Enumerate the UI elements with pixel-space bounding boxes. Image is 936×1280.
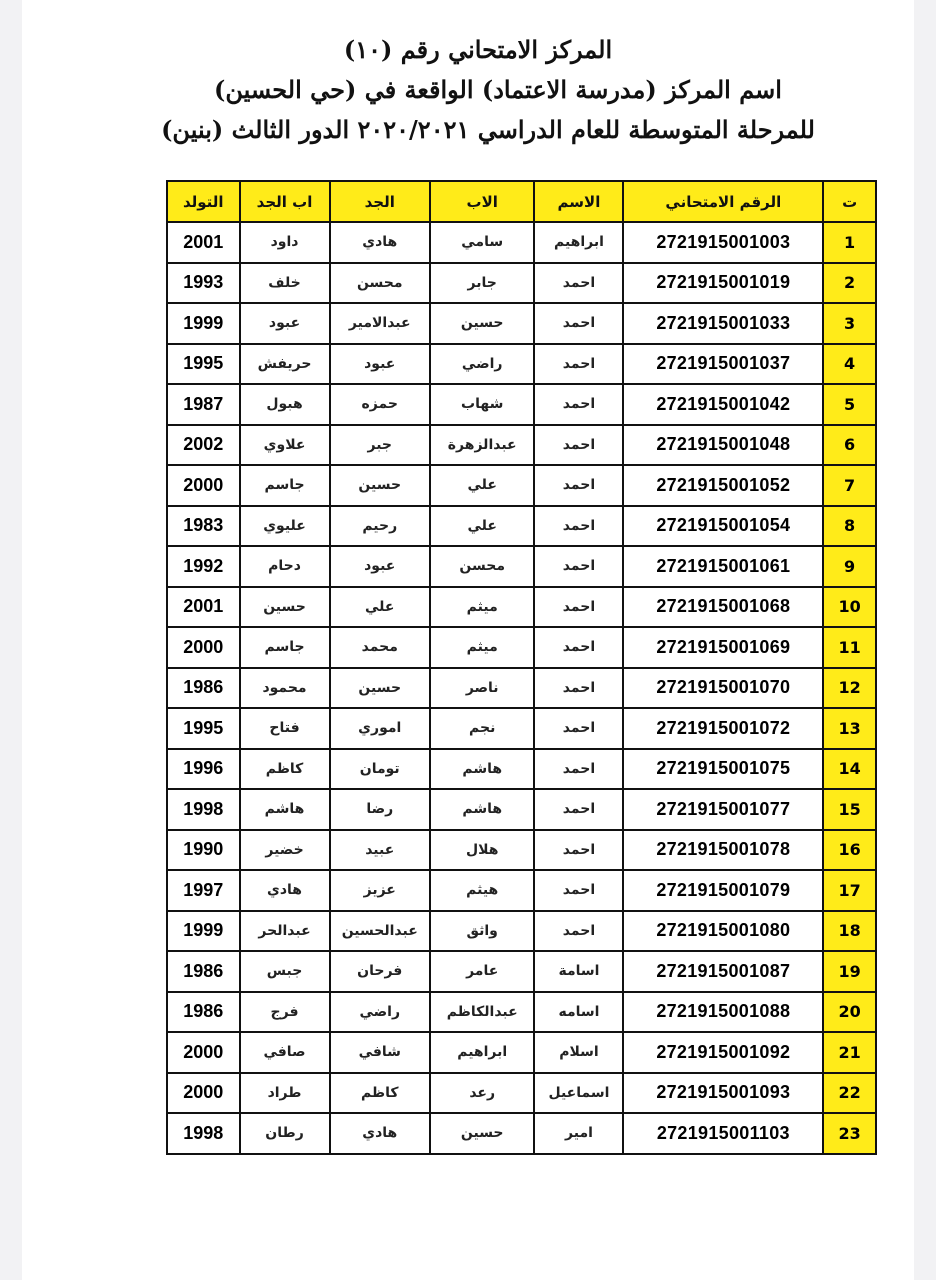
name-cell: احمد [534,506,623,547]
table-row [167,708,876,749]
table-row [167,425,876,466]
serial-cell: 7 [823,465,876,506]
name-cell: احمد [534,668,623,709]
exam-number-cell: 2721915001080 [623,911,823,952]
exam-number-cell: 2721915001077 [623,789,823,830]
name-cell: احمد [534,344,623,385]
birth-year-cell: 2001 [167,587,240,628]
serial-cell: 19 [823,951,876,992]
table-row [167,506,876,547]
birth-year-cell: 1995 [167,344,240,385]
great-grandfather-cell: رطان [240,1113,330,1154]
father-cell: هاشم [430,789,535,830]
name-cell: اسماعيل [534,1073,623,1114]
table-row [167,465,876,506]
exam-number-cell: 2721915001088 [623,992,823,1033]
name-cell: احمد [534,708,623,749]
table-row [167,546,876,587]
serial-cell: 18 [823,911,876,952]
column-header-name: الاسم [534,181,623,222]
great-grandfather-cell: كاظم [240,749,330,790]
father-cell: واثق [430,911,535,952]
birth-year-cell: 2000 [167,465,240,506]
great-grandfather-cell: طراد [240,1073,330,1114]
great-grandfather-cell: حسين [240,587,330,628]
birth-year-cell: 1995 [167,708,240,749]
birth-year-cell: 2001 [167,222,240,263]
grandfather-cell: عزيز [330,870,430,911]
exam-number-cell: 2721915001087 [623,951,823,992]
grandfather-cell: تومان [330,749,430,790]
exam-number-cell: 2721915001003 [623,222,823,263]
table-row [167,344,876,385]
name-cell: اسلام [534,1032,623,1073]
table-row [167,668,876,709]
exam-number-cell: 2721915001048 [623,425,823,466]
great-grandfather-cell: محمود [240,668,330,709]
table-row [167,222,876,263]
name-cell: احمد [534,749,623,790]
exam-number-cell: 2721915001078 [623,830,823,871]
grandfather-cell: عبدالحسين [330,911,430,952]
serial-cell: 13 [823,708,876,749]
table-row [167,992,876,1033]
table-row [167,303,876,344]
name-cell: احمد [534,546,623,587]
name-cell: احمد [534,263,623,304]
exam-number-cell: 2721915001033 [623,303,823,344]
great-grandfather-cell: جاسم [240,627,330,668]
name-cell: احمد [534,911,623,952]
name-cell: احمد [534,465,623,506]
great-grandfather-cell: صافي [240,1032,330,1073]
table-row [167,830,876,871]
great-grandfather-cell: هادي [240,870,330,911]
grandfather-cell: هادي [330,222,430,263]
name-cell: ابراهيم [534,222,623,263]
birth-year-cell: 1990 [167,830,240,871]
document-page [22,0,914,1280]
table-row [167,384,876,425]
serial-cell: 8 [823,506,876,547]
exam-number-cell: 2721915001075 [623,749,823,790]
father-cell: رعد [430,1073,535,1114]
great-grandfather-cell: عليوي [240,506,330,547]
table-row [167,749,876,790]
table-row [167,911,876,952]
birth-year-cell: 2002 [167,425,240,466]
great-grandfather-cell: هبول [240,384,330,425]
serial-cell: 17 [823,870,876,911]
serial-cell: 9 [823,546,876,587]
table-row [167,627,876,668]
table-row [167,1113,876,1154]
great-grandfather-cell: دحام [240,546,330,587]
serial-cell: 21 [823,1032,876,1073]
great-grandfather-cell: فرج [240,992,330,1033]
grandfather-cell: علي [330,587,430,628]
birth-year-cell: 1983 [167,506,240,547]
table-row [167,1032,876,1073]
serial-cell: 5 [823,384,876,425]
table-row [167,951,876,992]
exam-number-cell: 2721915001069 [623,627,823,668]
birth-year-cell: 2000 [167,627,240,668]
serial-cell: 20 [823,992,876,1033]
grandfather-cell: محسن [330,263,430,304]
name-cell: احمد [534,870,623,911]
grandfather-cell: حسين [330,465,430,506]
birth-year-cell: 1999 [167,303,240,344]
grandfather-cell: عبود [330,546,430,587]
center-number-title: المركز الامتحاني رقم (١٠) [343,35,613,64]
father-cell: شهاب [430,384,535,425]
serial-cell: 15 [823,789,876,830]
father-cell: ابراهيم [430,1032,535,1073]
center-name-title: اسم المركز (مدرسة الاعتماد) الواقعة في (حي الحسين) [214,75,782,104]
grandfather-cell: كاظم [330,1073,430,1114]
column-header-father: الاب [430,181,535,222]
table-header-row [167,181,876,222]
exam-number-cell: 2721915001092 [623,1032,823,1073]
birth-year-cell: 1998 [167,1113,240,1154]
exam-number-cell: 2721915001079 [623,870,823,911]
father-cell: راضي [430,344,535,385]
great-grandfather-cell: هاشم [240,789,330,830]
exam-number-cell: 2721915001093 [623,1073,823,1114]
great-grandfather-cell: داود [240,222,330,263]
table-body [167,222,876,1154]
grandfather-cell: عبود [330,344,430,385]
birth-year-cell: 1986 [167,992,240,1033]
grandfather-cell: محمد [330,627,430,668]
grandfather-cell: حسين [330,668,430,709]
serial-cell: 10 [823,587,876,628]
exam-number-cell: 2721915001061 [623,546,823,587]
father-cell: ناصر [430,668,535,709]
great-grandfather-cell: خضير [240,830,330,871]
father-cell: حسين [430,1113,535,1154]
exam-number-cell: 2721915001072 [623,708,823,749]
column-header-grandfather: الجد [330,181,430,222]
serial-cell: 12 [823,668,876,709]
father-cell: هيثم [430,870,535,911]
great-grandfather-cell: خلف [240,263,330,304]
grandfather-cell: راضي [330,992,430,1033]
great-grandfather-cell: علاوي [240,425,330,466]
grandfather-cell: جبر [330,425,430,466]
exam-number-cell: 2721915001070 [623,668,823,709]
table-row [167,789,876,830]
serial-cell: 6 [823,425,876,466]
table-row [167,870,876,911]
exam-number-cell: 2721915001042 [623,384,823,425]
serial-cell: 23 [823,1113,876,1154]
table-row [167,263,876,304]
stage-year-title: للمرحلة المتوسطة للعام الدراسي ٢٠٢٠/٢٠٢١ الدور الثالث (بنين) [161,115,815,144]
exam-number-cell: 2721915001019 [623,263,823,304]
name-cell: اسامه [534,992,623,1033]
grandfather-cell: عبيد [330,830,430,871]
grandfather-cell: عبدالامير [330,303,430,344]
father-cell: هلال [430,830,535,871]
table-row [167,1073,876,1114]
table-row [167,587,876,628]
serial-cell: 22 [823,1073,876,1114]
name-cell: احمد [534,789,623,830]
great-grandfather-cell: عبود [240,303,330,344]
father-cell: ميثم [430,587,535,628]
birth-year-cell: 2000 [167,1073,240,1114]
birth-year-cell: 1998 [167,789,240,830]
birth-year-cell: 1992 [167,546,240,587]
column-header-great-grandfather: اب الجد [240,181,330,222]
column-header-birth-year: التولد [167,181,240,222]
father-cell: عامر [430,951,535,992]
birth-year-cell: 1987 [167,384,240,425]
serial-cell: 1 [823,222,876,263]
grandfather-cell: رضا [330,789,430,830]
serial-cell: 3 [823,303,876,344]
column-header-serial: ت [823,181,876,222]
great-grandfather-cell: فتاح [240,708,330,749]
name-cell: امير [534,1113,623,1154]
birth-year-cell: 1996 [167,749,240,790]
grandfather-cell: هادي [330,1113,430,1154]
grandfather-cell: شافي [330,1032,430,1073]
father-cell: حسين [430,303,535,344]
exam-number-cell: 2721915001037 [623,344,823,385]
grandfather-cell: اموري [330,708,430,749]
birth-year-cell: 1986 [167,668,240,709]
name-cell: احمد [534,303,623,344]
father-cell: جابر [430,263,535,304]
students-table [166,180,877,1155]
serial-cell: 4 [823,344,876,385]
name-cell: احمد [534,587,623,628]
column-header-exam-number: الرقم الامتحاني [623,181,823,222]
great-grandfather-cell: حريفش [240,344,330,385]
father-cell: عبدالزهرة [430,425,535,466]
name-cell: احمد [534,425,623,466]
birth-year-cell: 1997 [167,870,240,911]
exam-number-cell: 2721915001054 [623,506,823,547]
exam-number-cell: 2721915001103 [623,1113,823,1154]
great-grandfather-cell: عبدالحر [240,911,330,952]
father-cell: محسن [430,546,535,587]
father-cell: سامي [430,222,535,263]
exam-number-cell: 2721915001068 [623,587,823,628]
serial-cell: 11 [823,627,876,668]
birth-year-cell: 1986 [167,951,240,992]
great-grandfather-cell: جبس [240,951,330,992]
great-grandfather-cell: جاسم [240,465,330,506]
father-cell: علي [430,465,535,506]
birth-year-cell: 2000 [167,1032,240,1073]
document-header [22,30,914,150]
father-cell: هاشم [430,749,535,790]
father-cell: عبدالكاظم [430,992,535,1033]
father-cell: نجم [430,708,535,749]
name-cell: احمد [534,830,623,871]
name-cell: احمد [534,384,623,425]
grandfather-cell: حمزه [330,384,430,425]
serial-cell: 16 [823,830,876,871]
grandfather-cell: فرحان [330,951,430,992]
birth-year-cell: 1999 [167,911,240,952]
exam-number-cell: 2721915001052 [623,465,823,506]
father-cell: علي [430,506,535,547]
grandfather-cell: رحيم [330,506,430,547]
name-cell: احمد [534,627,623,668]
birth-year-cell: 1993 [167,263,240,304]
serial-cell: 14 [823,749,876,790]
serial-cell: 2 [823,263,876,304]
father-cell: ميثم [430,627,535,668]
name-cell: اسامة [534,951,623,992]
